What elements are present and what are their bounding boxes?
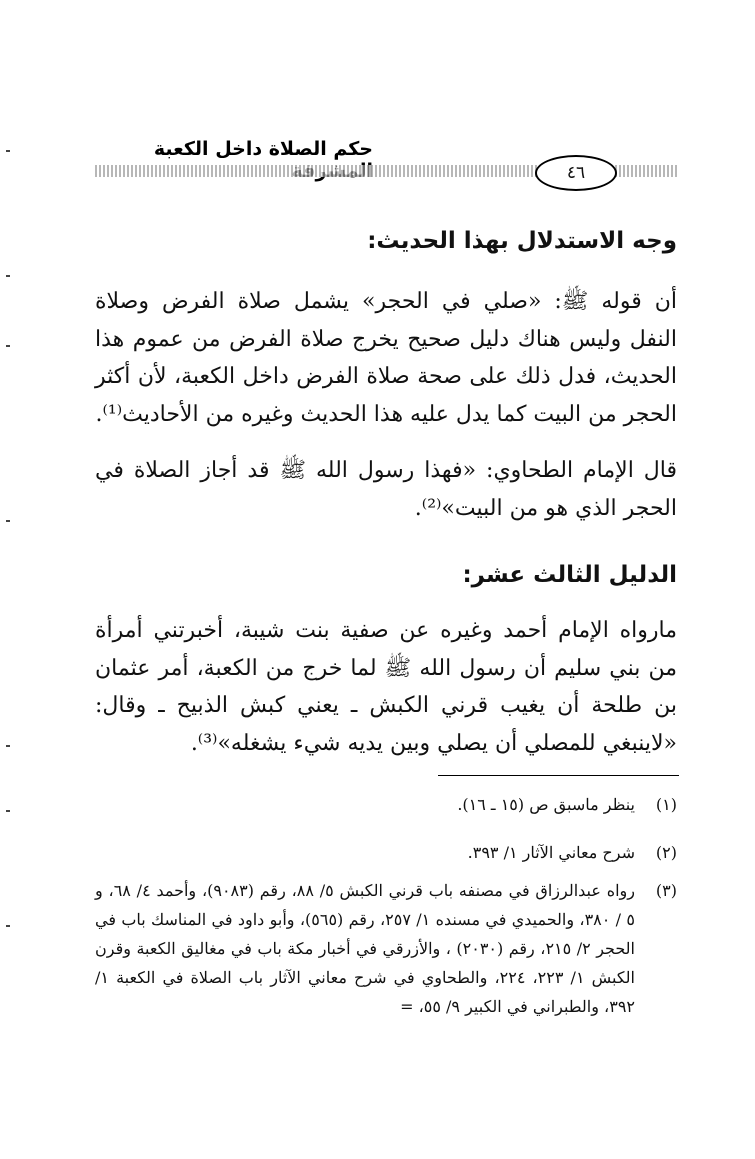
paragraph: أن قوله ﷺ: «صلي في الحجر» يشمل صلاة الفرض وصلاة النفل وليس هناك دليل صحيح يخرج صلاة الفرض من عموم هذا الحديث، فدل ذلك على صحة صلاة الفرض داخل الكعبة، لأن أكثر الحجر من البيت كما يدل عليه هذا الحديث وغيره من الأحاديث⁽¹⁾.	[95, 289, 677, 427]
footnote-number: (١)	[655, 795, 677, 814]
footnote-separator	[438, 775, 679, 776]
footnote-text: شرح معاني الآثار ١/ ٣٩٣.	[467, 843, 635, 862]
footnote-text: ينظر ماسبق ص (١٥ ـ ١٦).	[457, 795, 635, 814]
margin-mark	[6, 925, 10, 927]
footnote-text: رواه عبدالرزاق في مصنفه باب قرني الكبش ٥/ ٨٨، رقم (٩٠٨٣)، وأحمد ٤/ ٦٨، و ٥ / ٣٨٠، والحميدي في مسنده ١/ ٢٥٧، رقم (٥٦٥)، وأبو داود في المناسك باب في الحجر ٢/ ٢١٥، رقم (٢٠٣٠) ، والأزرقي في أخبار مكة باب في مغاليق الكعبة وقرن الكبش ١/ ٢٢٣، ٢٢٤، والطحاوي في شرح معاني الآثار باب الصلاة في الكعبة ١/ ٣٩٢، والطبراني في الكبير ٩/ ٥٥، =	[95, 881, 636, 1016]
footnote	[95, 790, 677, 819]
paragraph: قال الإمام الطحاوي: «فهذا رسول الله ﷺ قد أجاز الصلاة في الحجر الذي هو من البيت»⁽²⁾.	[95, 458, 677, 521]
page-number: ٤٦	[535, 155, 617, 191]
footnote-number: (٢)	[655, 843, 677, 862]
margin-mark	[6, 275, 10, 277]
paragraph: مارواه الإمام أحمد وغيره عن صفية بنت شيبة، أخبرتني أمرأة من بني سليم أن رسول الله ﷺ لما خرج من الكعبة، أمر عثمان بن طلحة أن يغيب قرني الكبش ـ يعني كبش الذبيح ـ وقال: «لاينبغي للمصلي أن يصلي وبين يديه شيء يشغله»⁽³⁾.	[95, 618, 677, 756]
footnote	[95, 876, 677, 1021]
margin-mark	[6, 345, 10, 347]
margin-mark	[6, 520, 10, 522]
running-header-title: حكم الصلاة داخل الكعبة	[153, 138, 373, 160]
footnote-number: (٣)	[655, 881, 677, 900]
section-heading: وجه الاستدلال بهذا الحديث:	[367, 228, 677, 254]
footnote	[95, 838, 677, 867]
margin-mark	[6, 150, 10, 152]
margin-mark	[6, 745, 10, 747]
section-heading: الدليل الثالث عشر:	[462, 562, 677, 588]
margin-mark	[6, 810, 10, 812]
